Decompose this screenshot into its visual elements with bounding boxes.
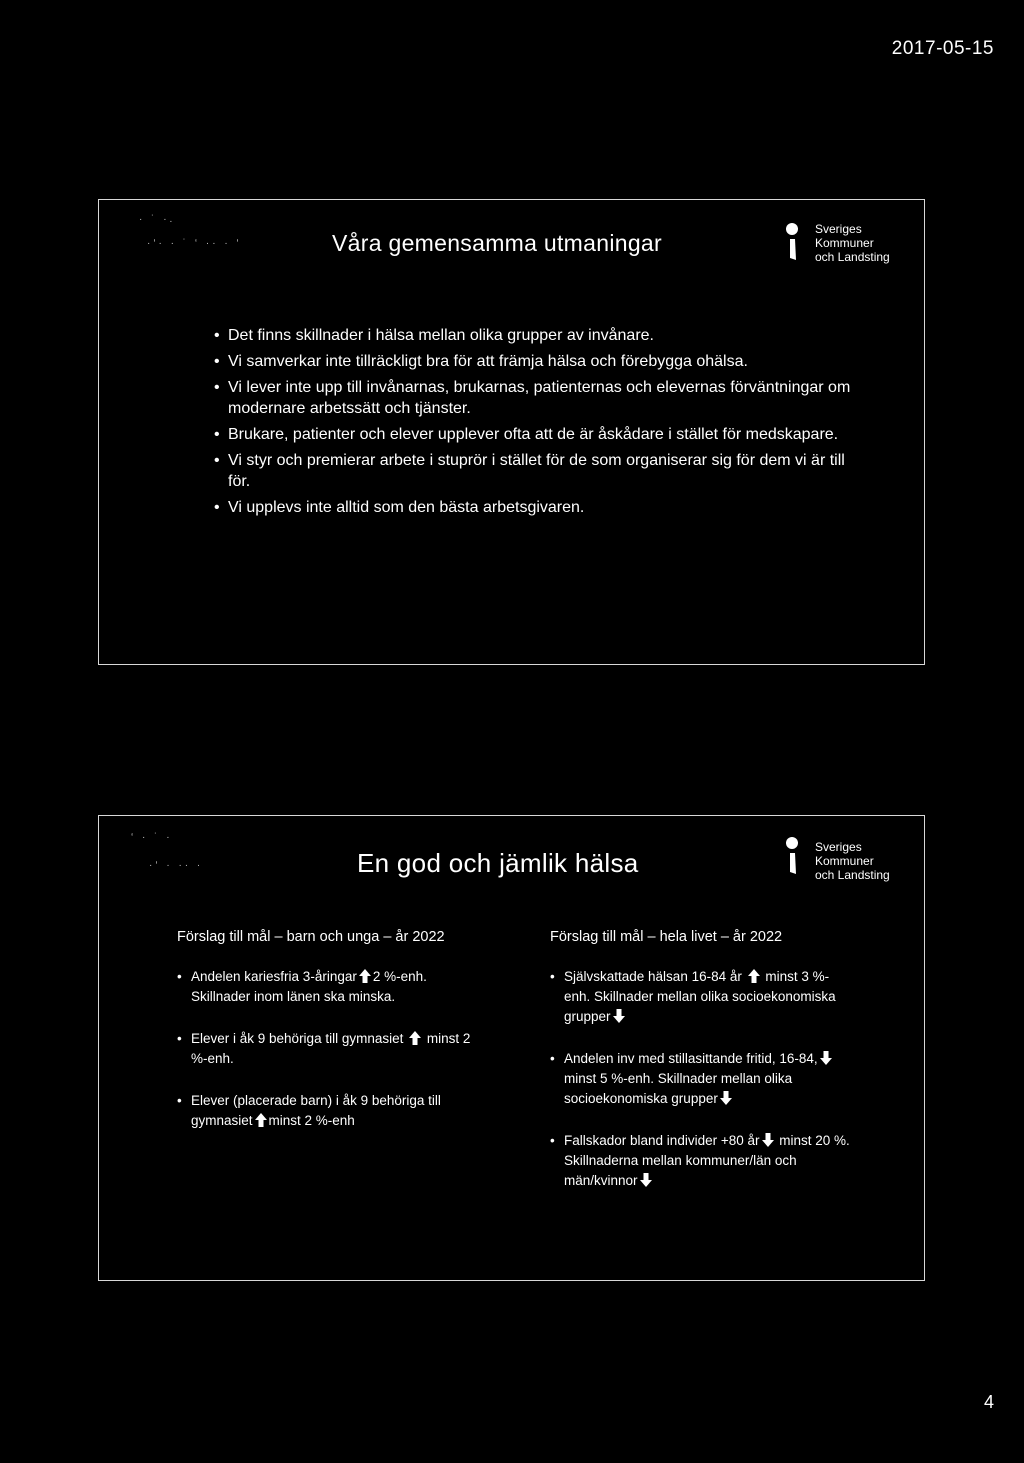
- list-item: • Vi samverkar inte tillräckligt bra för att främja hälsa och förebygga ohälsa.: [214, 351, 854, 372]
- goals-list: [177, 967, 487, 1131]
- list-item: [177, 1029, 487, 1069]
- logo-line-1: Sveriges: [815, 840, 862, 854]
- logo-line-3: och Landsting: [815, 250, 890, 264]
- skl-logo: [783, 222, 903, 270]
- item-text: minst 3 %-enh. Skillnader mellan olika socioekonomiska grupper: [564, 969, 836, 1024]
- arrow-down-icon: [720, 1091, 732, 1105]
- arrow-up-icon: [409, 1031, 421, 1045]
- arrow-up-icon: [748, 969, 760, 983]
- goals-lifelong-column: [550, 929, 850, 1213]
- list-item: [177, 967, 487, 1007]
- list-item: [550, 967, 850, 1027]
- list-item: [550, 1049, 850, 1109]
- item-text: 2 %-enh. Skillnader inom länen ska minska.: [191, 969, 427, 1004]
- logo-line-3: och Landsting: [815, 868, 890, 882]
- slide-god-jamlik-halsa: [98, 815, 925, 1281]
- logo-line-1: Sveriges: [815, 222, 862, 236]
- column-heading: Förslag till mål – barn och unga – år 2022: [177, 929, 445, 945]
- item-text: Andelen kariesfria 3-åringar: [191, 969, 357, 984]
- list-item: • Vi upplevs inte alltid som den bästa arbetsgivaren.: [214, 497, 854, 518]
- logo-line-2: Kommuner: [815, 236, 874, 250]
- page-number: 4: [983, 1392, 994, 1412]
- arrow-up-icon: [359, 969, 371, 983]
- scan-noise-mark: ·‘ · ·· ·: [149, 860, 204, 871]
- slide-title: En god och jämlik hälsa: [357, 848, 639, 878]
- logo-line-2: Kommuner: [815, 854, 874, 868]
- list-item: [177, 1091, 487, 1131]
- scan-noise-mark: ·‘· · ˙ ‘ ·· · ‘: [147, 238, 242, 249]
- goals-list: [550, 967, 850, 1191]
- arrow-down-icon: [640, 1173, 652, 1187]
- list-item: • Vi lever inte upp till invånarnas, brukarnas, patienternas och elevernas förväntningar om modernare arbetssätt och tjänster.: [214, 377, 854, 419]
- item-text: Elever (placerade barn) i åk 9 behöriga till gymnasiet: [191, 1093, 441, 1128]
- arrow-up-icon: [255, 1113, 267, 1127]
- item-text: minst 2 %-enh.: [191, 1031, 471, 1066]
- item-text: minst 2 %-enh: [268, 1113, 355, 1128]
- arrow-down-icon: [820, 1051, 832, 1065]
- list-item: • Brukare, patienter och elever upplever ofta att de är åskådare i stället för medskapare.: [214, 424, 854, 445]
- arrow-down-icon: [613, 1009, 625, 1023]
- column-heading: Förslag till mål – hela livet – år 2022: [550, 929, 783, 945]
- list-item: [550, 1131, 850, 1191]
- item-text: minst 5 %-enh. Skillnader mellan olika socioekonomiska grupper: [564, 1071, 793, 1106]
- goals-children-column: [177, 929, 487, 1153]
- arrow-down-icon: [762, 1133, 774, 1147]
- slide-gemensamma-utmaningar: [98, 199, 925, 665]
- item-text: Fallskador bland individer +80 år: [564, 1133, 760, 1148]
- scan-noise-mark: · ˙ ·.: [139, 214, 176, 225]
- skl-logo-mark-icon: [783, 836, 801, 880]
- slide-title: Våra gemensamma utmaningar: [332, 230, 662, 256]
- skl-logo-mark-icon: [783, 222, 801, 266]
- list-item: • Vi styr och premierar arbete i stuprör i stället för de som organiserar sig för dem vi är till för.: [214, 450, 854, 492]
- page-date: 2017-05-15: [891, 38, 994, 59]
- item-text: Andelen inv med stillasittande fritid, 16-84,: [564, 1051, 818, 1066]
- scan-noise-mark: ‘ · ˙ ·: [131, 832, 173, 843]
- skl-logo: [783, 836, 903, 884]
- challenges-list: [214, 325, 854, 523]
- item-text: minst 20 %. Skillnaderna mellan kommuner/län och män/kvinnor: [564, 1133, 850, 1188]
- list-item: • Det finns skillnader i hälsa mellan olika grupper av invånare.: [214, 325, 854, 346]
- item-text: Självskattade hälsan 16-84 år: [564, 969, 742, 984]
- item-text: Elever i åk 9 behöriga till gymnasiet: [191, 1031, 404, 1046]
